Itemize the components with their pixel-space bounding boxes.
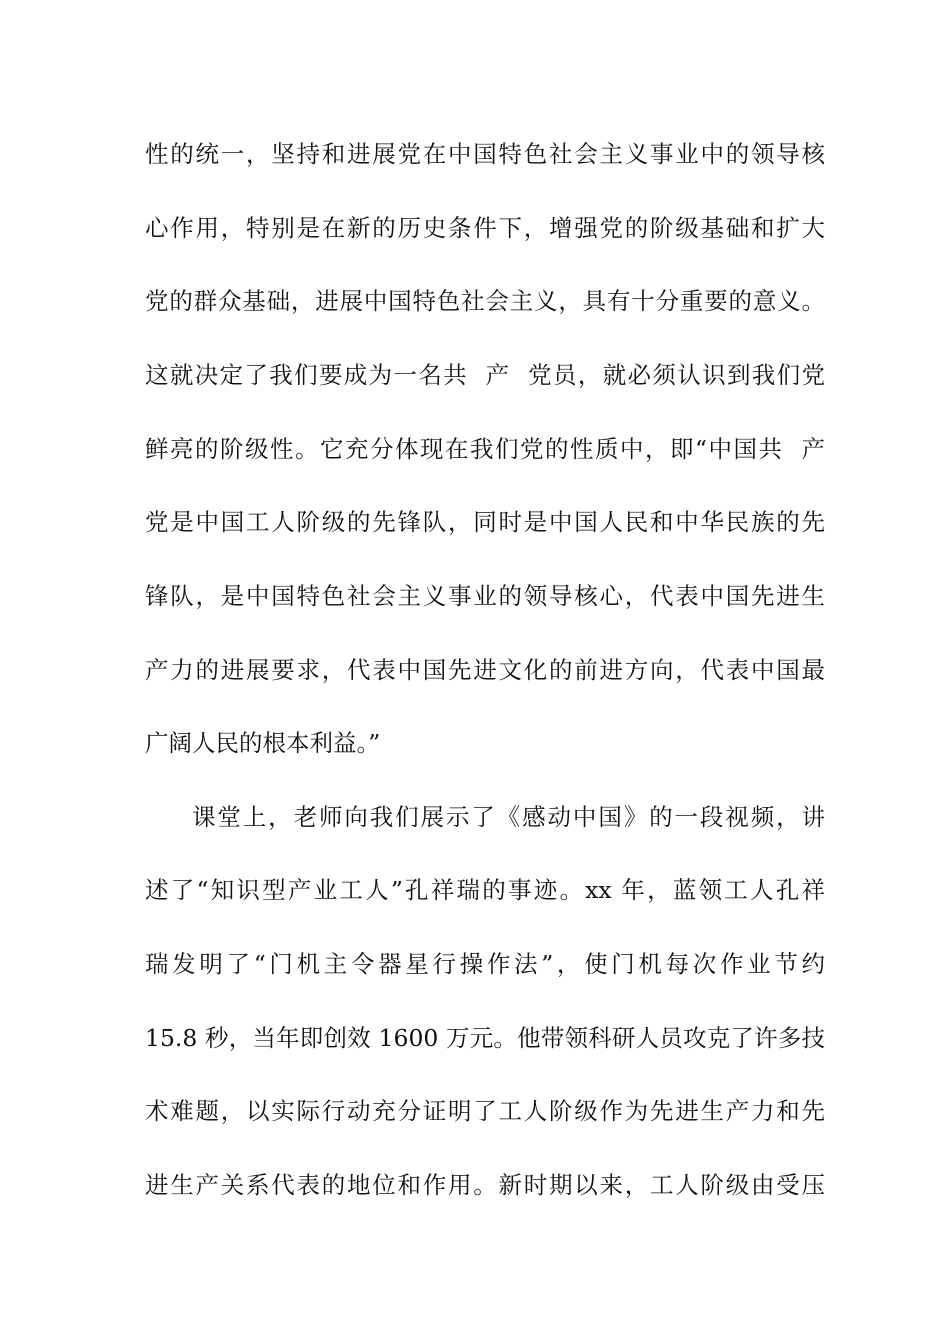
body-text-line: 性的统一，坚持和进展党在中国特色社会主义事业中的领导核 (145, 140, 825, 168)
body-text-line: 党是中国工人阶级的先锋队，同时是中国人民和中华民族的先 (145, 508, 825, 536)
body-text-line: 述了“知识型产业工人”孔祥瑞的事迹。xx 年，蓝领工人孔祥 (145, 876, 825, 904)
body-text-line: 瑞发明了“门机主令器星行操作法”，使门机每次作业节约 (145, 950, 825, 978)
body-text-line: 党的群众基础，进展中国特色社会主义，具有十分重要的意义。 (145, 287, 825, 315)
body-text-line: 锋队，是中国特色社会主义事业的领导核心，代表中国先进生 (145, 582, 825, 610)
body-text-line: 15.8 秒，当年即创效 1600 万元。他带领科研人员攻克了许多技 (145, 1024, 825, 1052)
body-text-line: 进生产关系代表的地位和作用。新时期以来，工人阶级由受压 (145, 1171, 825, 1199)
body-text-line: 广阔人民的根本利益。” (145, 729, 381, 757)
body-text-line: 鲜亮的阶级性。它充分体现在我们党的性质中，即“中国共 产 (145, 435, 825, 463)
paragraph-first-line: 课堂上，老师向我们展示了《感动中国》的一段视频，讲 (192, 803, 825, 831)
body-text-line: 这就决定了我们要成为一名共 产 党员，就必须认识到我们党 (145, 361, 825, 389)
body-text-line: 心作用，特别是在新的历史条件下，增强党的阶级基础和扩大 (145, 214, 825, 242)
body-text-line: 术难题，以实际行动充分证明了工人阶级作为先进生产力和先 (145, 1097, 825, 1125)
body-text-line: 产力的进展要求，代表中国先进文化的前进方向，代表中国最 (145, 656, 825, 684)
